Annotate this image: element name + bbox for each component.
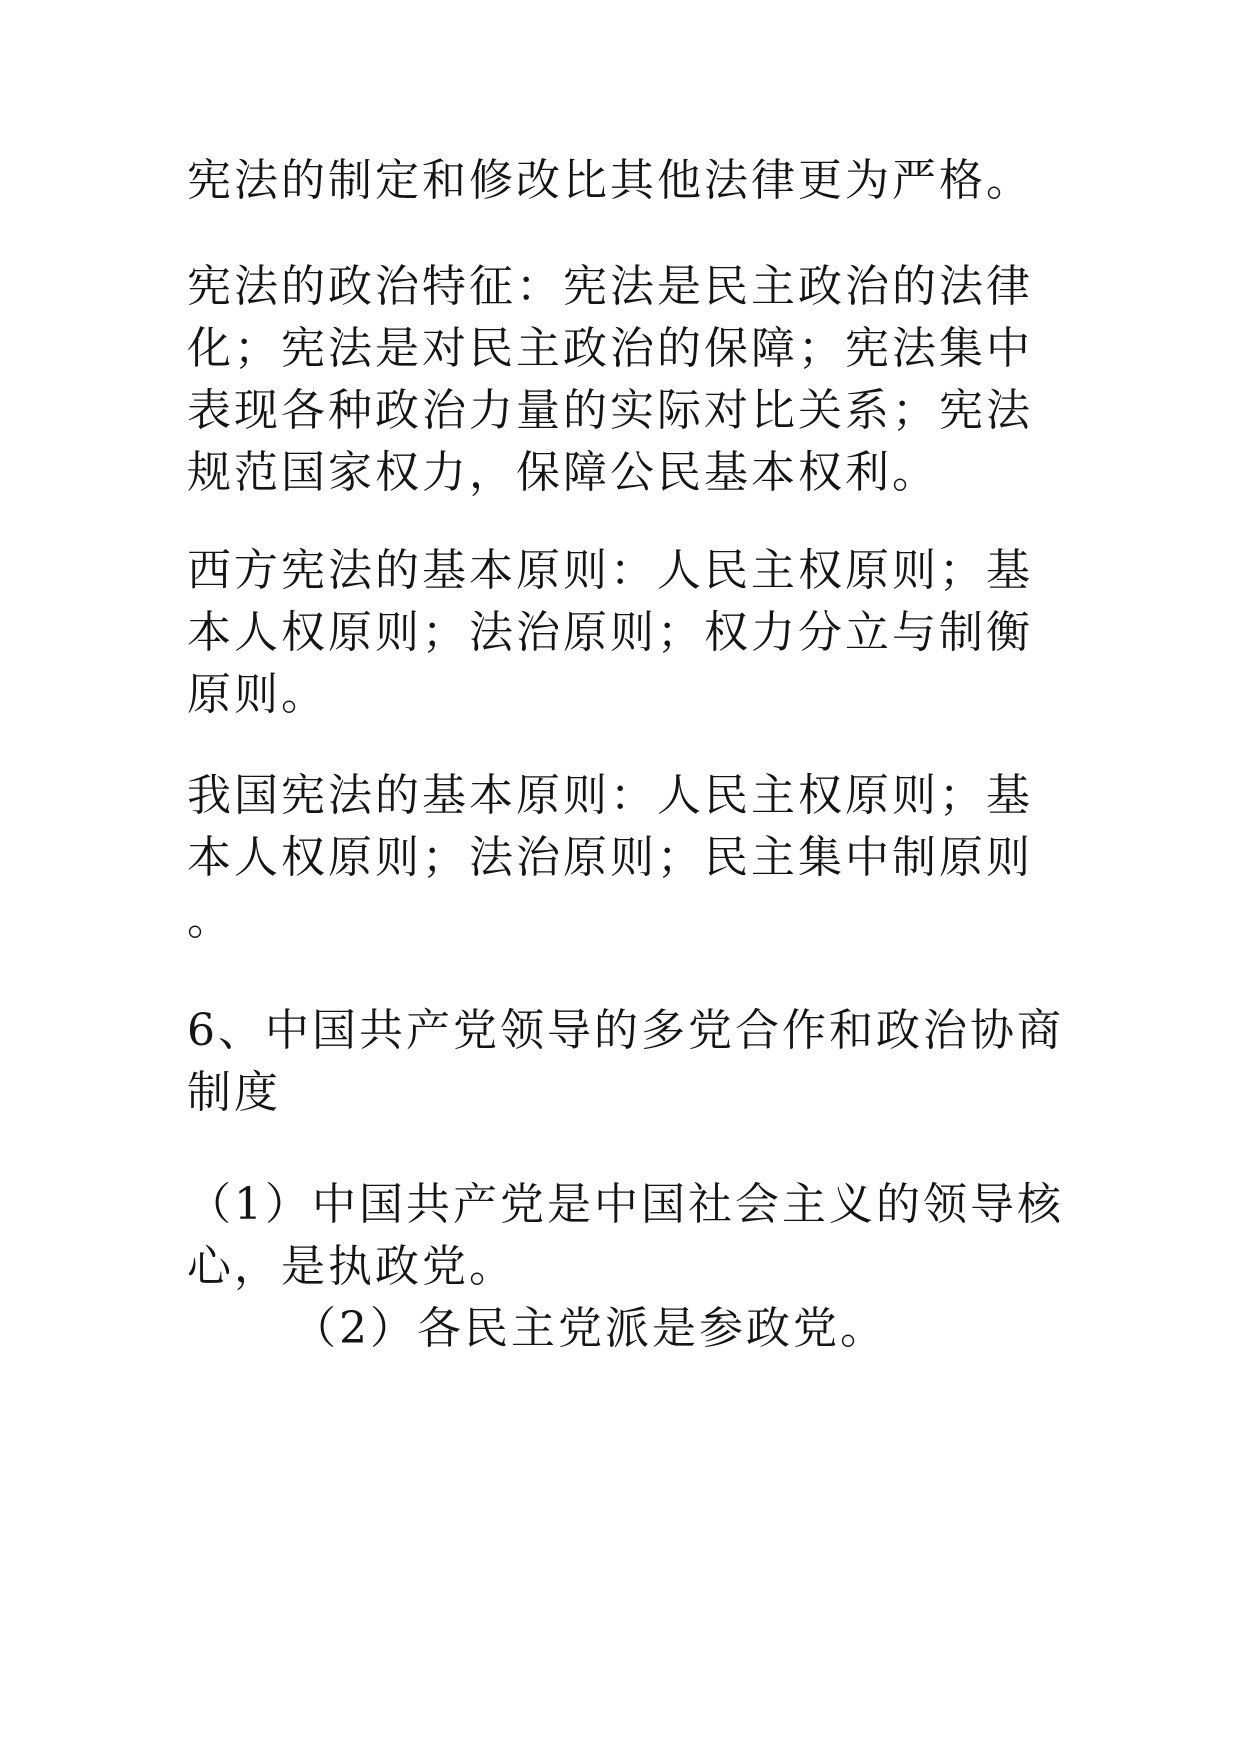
paragraph-participating-parties	[187, 1298, 1047, 1360]
paragraph-political-features	[187, 256, 1047, 504]
paragraph-national-principles	[187, 765, 1047, 951]
text-line: 西方宪法的基本原则：人民主权原则；基	[187, 545, 1033, 596]
text-line: 我国宪法的基本原则：人民主权原则；基	[187, 770, 1033, 821]
text-line: 宪法的制定和修改比其他法律更为严格。	[187, 155, 1033, 206]
text-line: 6、中国共产党领导的多党合作和政治协商	[187, 1005, 1064, 1056]
text-line: 规范国家权力，保障公民基本权利。	[187, 447, 939, 498]
text-line: 本人权原则；法治原则；权力分立与制衡	[187, 607, 1033, 658]
text-line: 本人权原则；法治原则；民主集中制原则	[187, 832, 1033, 883]
paragraph-constitution-amendment	[187, 150, 1047, 212]
text-line: 表现各种政治力量的实际对比关系；宪法	[187, 385, 1033, 436]
text-line: 化；宪法是对民主政治的保障；宪法集中	[187, 323, 1033, 374]
text-line: （2）各民主党派是参政党。	[292, 1303, 887, 1354]
text-line: 制度	[187, 1067, 281, 1118]
text-line: （1）中国共产党是中国社会主义的领导核	[187, 1179, 1064, 1230]
paragraph-ruling-party	[187, 1174, 1064, 1298]
text-line: 原则。	[187, 669, 328, 720]
text-line: 。	[187, 894, 234, 945]
text-line: 心，是执政党。	[187, 1241, 516, 1292]
section-heading-multiparty-cooperation	[187, 1000, 1064, 1124]
text-line: 宪法的政治特征：宪法是民主政治的法律	[187, 261, 1033, 312]
paragraph-western-principles	[187, 540, 1047, 726]
